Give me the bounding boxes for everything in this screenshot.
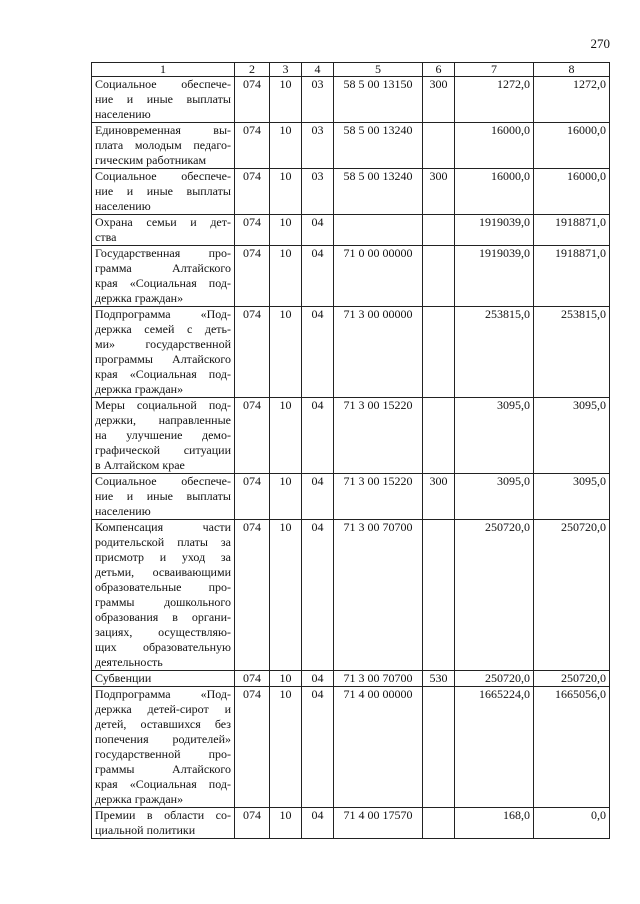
table-row [92,808,610,839]
amount-col-7: 1919039,0 [455,215,534,246]
target-article-code: 71 3 00 70700 [334,520,423,671]
amount-col-7: 1665224,0 [455,687,534,808]
expense-type-code [423,123,455,169]
amount-col-8: 1918871,0 [534,215,610,246]
target-article-code: 58 5 00 13150 [334,77,423,123]
table-row [92,687,610,808]
expense-type-code [423,398,455,474]
subsection-code: 04 [302,808,334,839]
table-row [92,307,610,398]
section-code: 10 [270,520,302,671]
amount-col-8: 1665056,0 [534,687,610,808]
row-name: Социальное обеспече- ние и иные выплаты населению [92,474,235,520]
target-article-code: 58 5 00 13240 [334,123,423,169]
column-header: 3 [270,63,302,77]
table-row [92,520,610,671]
amount-col-8: 253815,0 [534,307,610,398]
target-article-code: 71 3 00 00000 [334,307,423,398]
row-name: Единовременная вы- плата молодым педаго- гическим работникам [92,123,235,169]
ministry-code: 074 [235,398,270,474]
amount-col-8: 250720,0 [534,671,610,687]
row-name: Подпрограмма «Под- держка детей-сирот и детей, оставшихся без попечения родителей» государственной про- граммы Алтайского края «Социальная под- держка граждан» [92,687,235,808]
column-header: 7 [455,63,534,77]
amount-col-8: 16000,0 [534,123,610,169]
amount-col-7: 16000,0 [455,169,534,215]
ministry-code: 074 [235,169,270,215]
target-article-code: 71 4 00 17570 [334,808,423,839]
column-header: 8 [534,63,610,77]
section-code: 10 [270,808,302,839]
subsection-code: 03 [302,169,334,215]
section-code: 10 [270,687,302,808]
amount-col-7: 250720,0 [455,671,534,687]
section-code: 10 [270,215,302,246]
amount-col-8: 250720,0 [534,520,610,671]
expense-type-code: 530 [423,671,455,687]
amount-col-8: 16000,0 [534,169,610,215]
target-article-code: 71 0 00 00000 [334,246,423,307]
table-body [92,77,610,839]
subsection-code: 04 [302,307,334,398]
column-header: 4 [302,63,334,77]
section-code: 10 [270,398,302,474]
table-row [92,398,610,474]
ministry-code: 074 [235,77,270,123]
section-code: 10 [270,671,302,687]
expense-type-code [423,215,455,246]
subsection-code: 03 [302,123,334,169]
subsection-code: 04 [302,474,334,520]
section-code: 10 [270,123,302,169]
amount-col-7: 3095,0 [455,474,534,520]
budget-table [91,62,610,839]
row-name: Субвенции [92,671,235,687]
expense-type-code [423,246,455,307]
subsection-code: 04 [302,246,334,307]
expense-type-code: 300 [423,77,455,123]
section-code: 10 [270,169,302,215]
ministry-code: 074 [235,687,270,808]
column-header: 2 [235,63,270,77]
expense-type-code [423,520,455,671]
ministry-code: 074 [235,808,270,839]
section-code: 10 [270,246,302,307]
subsection-code: 04 [302,687,334,808]
table-row [92,474,610,520]
ministry-code: 074 [235,123,270,169]
amount-col-7: 250720,0 [455,520,534,671]
ministry-code: 074 [235,307,270,398]
table-row [92,77,610,123]
row-name: Социальное обеспече- ние и иные выплаты населению [92,169,235,215]
amount-col-8: 3095,0 [534,398,610,474]
row-name: Премии в области со- циальной политики [92,808,235,839]
table-row [92,246,610,307]
row-name: Социальное обеспече- ние и иные выплаты населению [92,77,235,123]
amount-col-8: 3095,0 [534,474,610,520]
amount-col-8: 1272,0 [534,77,610,123]
table-row [92,123,610,169]
row-name: Компенсация части родительской платы за присмотр и уход за детьми, осваивающими образовательные про- граммы дошкольного образования в органи- зациях, осуществляю- щих образовательную деятельность [92,520,235,671]
row-name: Охрана семьи и дет- ства [92,215,235,246]
subsection-code: 03 [302,77,334,123]
amount-col-8: 1918871,0 [534,246,610,307]
expense-type-code: 300 [423,474,455,520]
expense-type-code [423,808,455,839]
table-row [92,671,610,687]
target-article-code: 71 3 00 70700 [334,671,423,687]
amount-col-7: 3095,0 [455,398,534,474]
page-number: 270 [590,36,610,51]
target-article-code: 71 3 00 15220 [334,398,423,474]
table-row [92,169,610,215]
amount-col-7: 16000,0 [455,123,534,169]
subsection-code: 04 [302,215,334,246]
ministry-code: 074 [235,671,270,687]
section-code: 10 [270,474,302,520]
amount-col-7: 168,0 [455,808,534,839]
column-header: 1 [92,63,235,77]
section-code: 10 [270,77,302,123]
expense-type-code [423,687,455,808]
target-article-code: 58 5 00 13240 [334,169,423,215]
row-name: Государственная про- грамма Алтайского края «Социальная под- держка граждан» [92,246,235,307]
ministry-code: 074 [235,474,270,520]
ministry-code: 074 [235,246,270,307]
ministry-code: 074 [235,215,270,246]
row-name: Подпрограмма «Под- держка семей с деть- ми» государственной программы Алтайского края «Социальная под- держка граждан» [92,307,235,398]
target-article-code: 71 4 00 00000 [334,687,423,808]
row-name: Меры социальной под- держки, направленные на улучшение демо- графической ситуации в Алтайском крае [92,398,235,474]
target-article-code: 71 3 00 15220 [334,474,423,520]
column-header: 5 [334,63,423,77]
subsection-code: 04 [302,671,334,687]
expense-type-code: 300 [423,169,455,215]
subsection-code: 04 [302,398,334,474]
column-header: 6 [423,63,455,77]
subsection-code: 04 [302,520,334,671]
amount-col-7: 1272,0 [455,77,534,123]
target-article-code [334,215,423,246]
ministry-code: 074 [235,520,270,671]
header-row [92,63,610,77]
table-row [92,215,610,246]
amount-col-7: 1919039,0 [455,246,534,307]
section-code: 10 [270,307,302,398]
amount-col-7: 253815,0 [455,307,534,398]
amount-col-8: 0,0 [534,808,610,839]
expense-type-code [423,307,455,398]
